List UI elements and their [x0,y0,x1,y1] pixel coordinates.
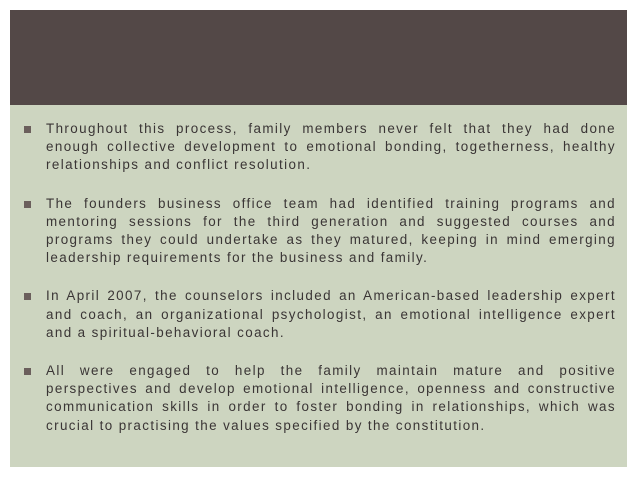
bullet-text: All were engaged to help the family maintain mature and positive perspectives and develop emotional intelligence, openness and constructive communication skills in order to foster bonding in relationships, which was crucial to practising the values specified by the constitution. [46,363,616,433]
square-bullet-icon [24,126,31,133]
bullet-list [23,120,616,455]
title-band [10,10,627,105]
bullet-item [23,195,616,268]
square-bullet-icon [24,368,31,375]
bullet-item [23,120,616,175]
bullet-item [23,287,616,342]
square-bullet-icon [24,201,31,208]
bullet-text: The founders business office team had identified training programs and mentoring sessions for the third generation and suggested courses and programs they could undertake as they matured, keeping in mind emerging leadership requirements for the business and family. [46,195,616,266]
bullet-item [23,362,616,435]
square-bullet-icon [24,293,31,300]
bullet-text: In April 2007, the counselors included an American-based leadership expert and coach, an organizational psychologist, an emotional intelligence expert and a spiritual-behavioral coach. [46,288,616,340]
slide [10,10,627,467]
bullet-text: Throughout this process, family members never felt that they had done enough collective development to emotional bonding, togetherness, healthy relationships and conflict resolution. [46,121,616,173]
